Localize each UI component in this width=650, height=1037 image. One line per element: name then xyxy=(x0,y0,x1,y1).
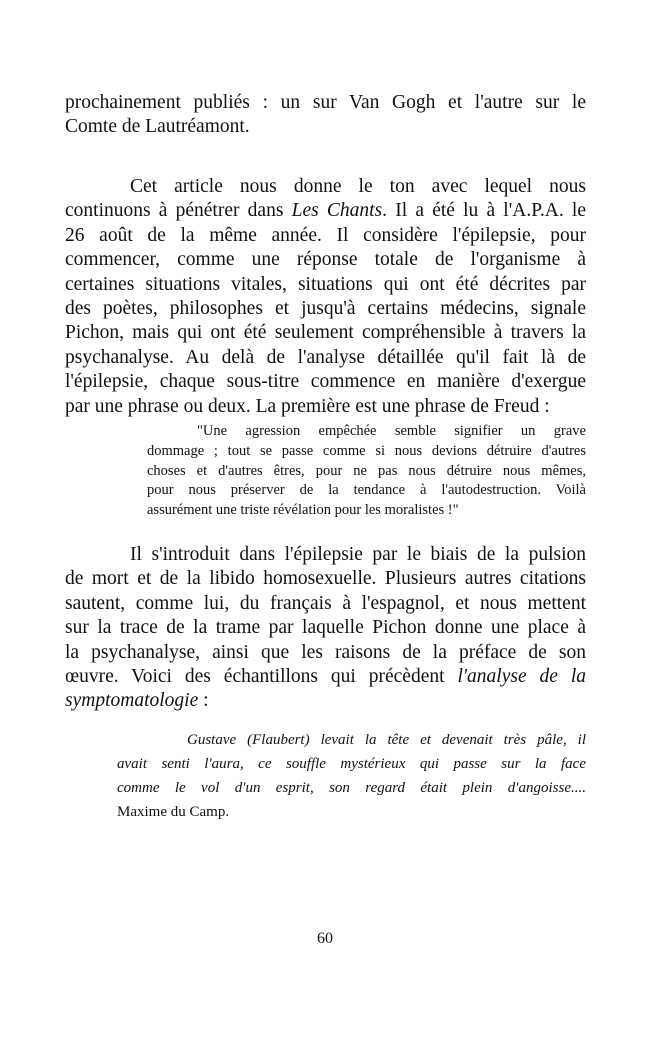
text-line: certaines situations vitales, situations qui ont été décrites par xyxy=(65,273,586,295)
quote-line: Gustave (Flaubert) levait la tête et devenait très pâle, il xyxy=(187,732,586,748)
text-line xyxy=(65,689,586,713)
text-line: prochainement publiés : un sur Van Gogh et l'autre sur le xyxy=(65,92,586,113)
quote-line: dommage ; tout se passe comme si nous devions détruire d'autres xyxy=(147,442,586,459)
quote-author: Maxime du Camp. xyxy=(117,804,230,820)
text-line: de mort et de la libido homosexuelle. Plusieurs autres citations xyxy=(65,568,586,590)
paragraph-epilepsy xyxy=(65,543,586,714)
text-line: des poètes, philosophes et jusqu'à certains médecins, signale xyxy=(65,298,586,320)
quote-line: choses et d'autres êtres, pour ne pas nous détruire nous mêmes, xyxy=(147,462,586,479)
italic-text: symptomatologie xyxy=(65,690,199,712)
text-line: par une phrase ou deux. La première est une phrase de Freud : xyxy=(65,395,550,417)
book-title: Les Chants xyxy=(291,200,383,222)
quote-flaubert xyxy=(117,728,586,824)
quote-freud xyxy=(147,422,586,521)
page-number: 60 xyxy=(317,930,333,947)
text-line: Il s'introduit dans l'épilepsie par le biais de la pulsion xyxy=(130,544,586,565)
text-line: sautent, comme lui, du français à l'espagnol, et nous mettent xyxy=(65,592,586,614)
paragraph-article xyxy=(65,175,586,419)
text: œuvre. Voici des échantillons qui précèdent xyxy=(65,666,458,688)
text-line: psychanalyse. Au delà de l'analyse détaillée qu'il fait là de xyxy=(65,346,586,368)
quote-line: avait senti l'aura, ce souffle mystérieux qui passe sur la face xyxy=(117,756,586,772)
text-line xyxy=(65,665,586,689)
paragraph-continuation xyxy=(65,91,586,140)
text-line: 26 août de la même année. Il considère l'épilepsie, pour xyxy=(65,224,586,246)
text-line: Pichon, mais qui ont été seulement compréhensible à travers la xyxy=(65,322,586,344)
text: : xyxy=(198,690,209,712)
text-line: commencer, comme une réponse totale de l'organisme à xyxy=(65,249,586,271)
quote-line: pour nous préserver de la tendance à l'autodestruction. Voilà xyxy=(147,482,586,499)
text-line: Comte de Lautréamont. xyxy=(65,116,250,138)
text-line: sur la trace de la trame par laquelle Pichon donne une place à xyxy=(65,617,586,639)
italic-text: l'analyse de la xyxy=(457,666,587,688)
text-line xyxy=(65,199,586,223)
quote-line: assurément une triste révélation pour les moralistes !" xyxy=(147,502,459,519)
text-line: l'épilepsie, chaque sous-titre commence en manière d'exergue xyxy=(65,371,586,393)
text: . Il a été lu à l'A.P.A. le xyxy=(382,200,586,222)
text: continuons à pénétrer dans xyxy=(65,200,292,222)
text-line: la psychanalyse, ainsi que les raisons de la préface de son xyxy=(65,641,586,663)
quote-line: "Une agression empêchée semble signifier un grave xyxy=(197,423,586,439)
text-line: Cet article nous donne le ton avec lequel nous xyxy=(130,176,586,197)
quote-line: comme le vol d'un esprit, son regard était plein d'angoisse.... xyxy=(117,780,586,796)
